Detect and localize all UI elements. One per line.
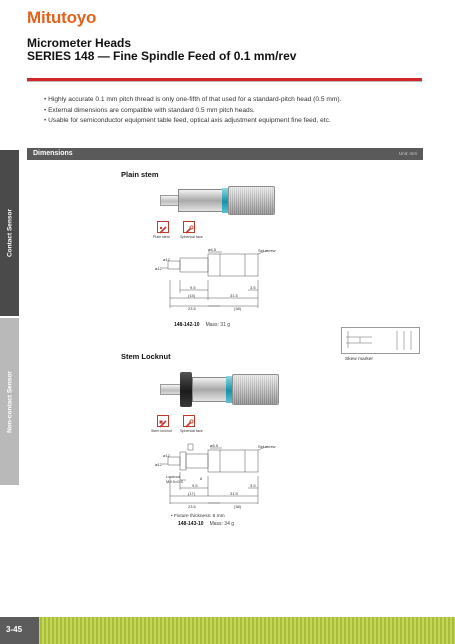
plain-dim-l5: (38): [234, 306, 242, 311]
spherical-face-icon-caption: Spherical face: [180, 235, 203, 239]
skew-marker-image: [341, 327, 420, 354]
plain-stem-icon: [157, 221, 169, 233]
plain-dim-l6: 3.5: [250, 285, 256, 290]
title-line-1: Micrometer Heads: [27, 36, 132, 50]
feature-list: [44, 95, 424, 127]
dimensions-label: Dimensions: [33, 150, 73, 157]
skew-marker-label: Skew marker: [345, 357, 373, 362]
stem-locknut-dimension-drawing: [150, 442, 290, 512]
plain-stem-dimension-drawing: [150, 248, 290, 318]
stem-locknut-model: [178, 521, 234, 527]
plain-dim-l2: (15): [188, 293, 196, 298]
locknut-dim-l6: 3.5: [250, 483, 256, 488]
locknut-dim-l3: 23.5: [188, 504, 196, 509]
title-rule-shadow: [27, 81, 422, 82]
plain-dim-d1: ø6.5: [208, 248, 217, 252]
locknut-dim-l2: (17): [188, 491, 196, 496]
plain-dim-l3: 23.5: [188, 306, 196, 311]
page-title: [27, 37, 296, 63]
locknut-dim-thread: M9.5×0.5: [166, 479, 183, 484]
page-number: 3-45: [0, 617, 39, 644]
feature-item: • External dimensions are compatible with standard 0.5 mm pitch heads.: [44, 106, 424, 117]
stem-locknut-icon: [157, 415, 169, 427]
locknut-dim-l7: 6: [200, 476, 203, 481]
side-tab-contact-sensor[interactable]: Contact Sensor: [0, 150, 19, 316]
plain-dim-l1: 9.5: [190, 285, 196, 290]
locknut-dim-l1: 9.5: [192, 483, 198, 488]
plain-stem-title: Plain stem: [121, 170, 159, 179]
footer-bar: [0, 617, 455, 644]
stem-locknut-title: Stem Locknut: [121, 352, 171, 361]
locknut-dim-locknut: Locknut: [166, 474, 181, 479]
locknut-dim-d3: ø12: [155, 462, 162, 467]
side-tab-non-contact-sensor[interactable]: Non-contact Sensor: [0, 318, 19, 485]
plain-dim-l4: 31.5: [230, 293, 238, 298]
dimensions-header: [27, 148, 423, 160]
plain-stem-micrometer-photo: [160, 183, 280, 219]
stem-locknut-mass: Mass: 34 g: [209, 521, 235, 527]
plain-dim-d2: ø12: [163, 257, 170, 262]
unit-label: Unit: mm: [399, 151, 417, 156]
spherical-face-icon: [183, 415, 195, 427]
locknut-dim-set-screw: Set screw: [258, 444, 276, 449]
plain-stem-icon-caption: Plain stem: [153, 235, 170, 239]
title-line-2: SERIES 148 — Fine Spindle Feed of 0.1 mm/rev: [27, 49, 297, 63]
locknut-dim-l4: 31.5: [230, 491, 238, 496]
locknut-dim-l5: (38): [234, 504, 242, 509]
locknut-dim-d2: ø12: [163, 453, 170, 458]
stem-locknut-micrometer-photo: [160, 370, 285, 410]
plain-stem-model-number: 148-142-10: [174, 322, 200, 328]
spherical-face-icon-caption: Spherical face: [180, 429, 203, 433]
fixture-thickness-note: • Fixture thickness: 6 mm: [171, 514, 225, 519]
feature-item: • Usable for semiconductor equipment table feed, optical axis adjustment equipment fine feed, etc.: [44, 116, 424, 127]
locknut-dim-d1: ø6.5: [210, 443, 219, 448]
plain-dim-d3: ø12: [155, 266, 162, 271]
stem-locknut-icon-caption: Stem locknut: [151, 429, 172, 433]
plain-stem-mass: Mass: 31 g: [205, 322, 231, 328]
feature-item: • Highly accurate 0.1 mm pitch thread is only one-fifth of that used for a standard-pitch head (0.5 mm).: [44, 95, 424, 106]
stem-locknut-model-number: 148-143-10: [178, 521, 204, 527]
spherical-face-icon: [183, 221, 195, 233]
mitutoyo-logo: Mitutoyo: [27, 8, 97, 27]
plain-dim-set-screw: Set screw: [258, 248, 276, 253]
plain-stem-model: [174, 322, 230, 328]
